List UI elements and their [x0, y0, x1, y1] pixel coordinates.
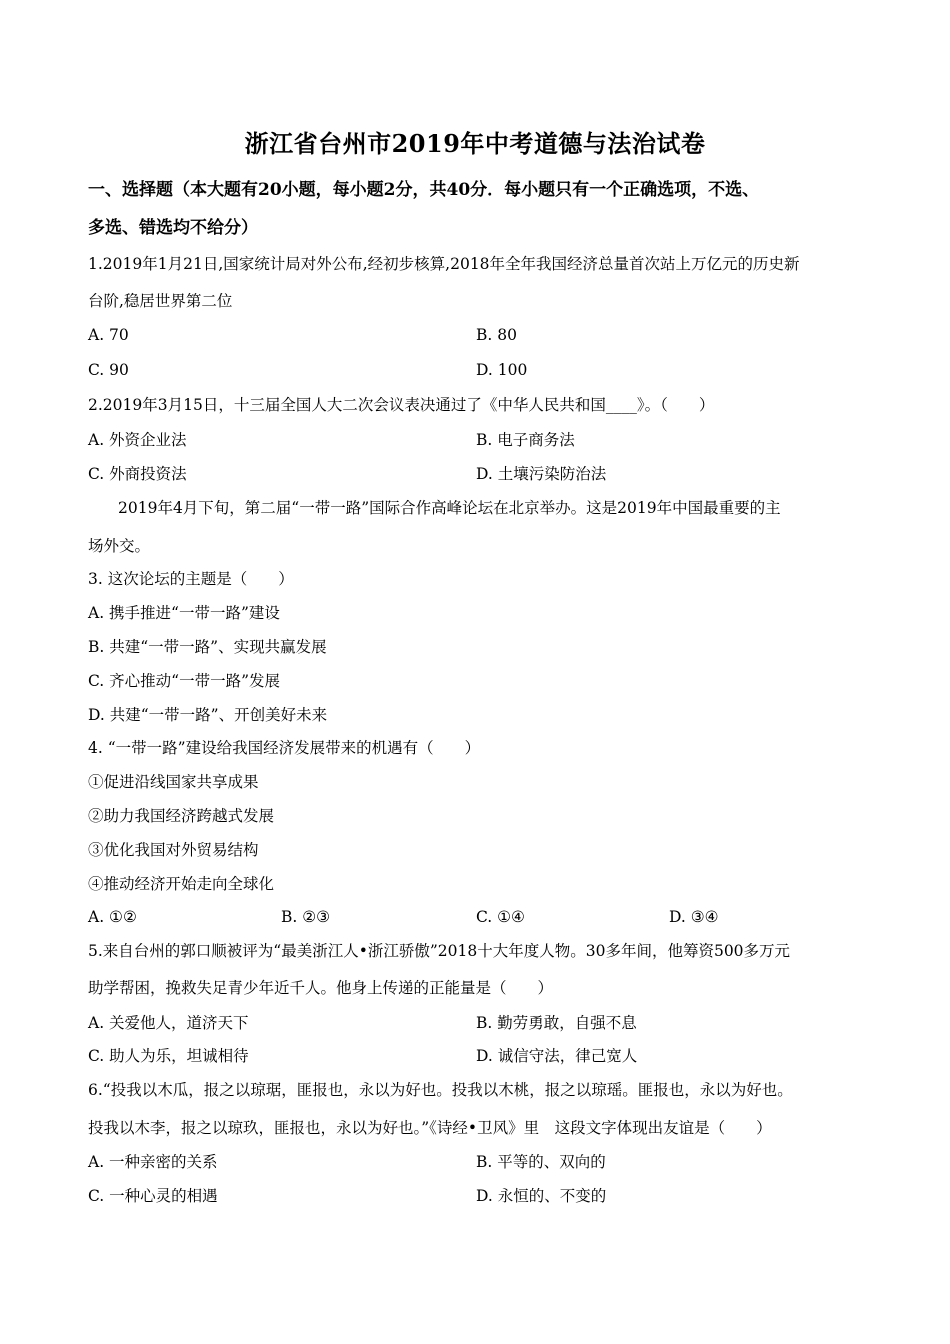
section-heading-line2: 多选、错选均不给分） — [88, 218, 258, 238]
q3-option-d: D. 共建“一带一路”、开创美好未来 — [88, 706, 328, 724]
q2-option-d: D. 土壤污染防治法 — [476, 465, 607, 483]
q1-option-a: A. 70 — [88, 326, 129, 344]
q1-option-c: C. 90 — [88, 361, 129, 379]
q1-option-d: D. 100 — [476, 361, 528, 379]
q4-statement-2: ②助力我国经济跨越式发展 — [88, 807, 275, 825]
q2-option-a: A. 外资企业法 — [88, 431, 187, 449]
q5-option-c: C. 助人为乐，坦诚相待 — [88, 1047, 249, 1065]
q4-option-a: A. ①② — [88, 908, 137, 926]
material-line1: 2019年4月下旬，第二届“一带一路”国际合作高峰论坛在北京举办。这是2019年中国最重要的主 — [118, 499, 781, 517]
material-line2: 场外交。 — [88, 537, 151, 555]
q4-stem: 4. “一带一路”建设给我国经济发展带来的机遇有（ ） — [88, 739, 481, 757]
q6-stem-line1: 6.“投我以木瓜，报之以琼琚，匪报也，永以为好也。投我以木桃，报之以琼瑶。匪报也，永以为好也。 — [88, 1081, 793, 1099]
q5-stem-line2: 助学帮困，挽救失足青少年近千人。他身上传递的正能量是（ ） — [88, 979, 554, 997]
q6-stem-line2: 投我以木李，报之以琼玖，匪报也，永以为好也。”《诗经•卫风》里 这段文字体现出友谊是（ ） — [88, 1119, 772, 1137]
q3-option-c: C. 齐心推动“一带一路”发展 — [88, 672, 281, 690]
q4-option-c: C. ①④ — [476, 908, 525, 926]
q4-option-b: B. ②③ — [281, 908, 331, 926]
q2-option-c: C. 外商投资法 — [88, 465, 187, 483]
q5-option-b: B. 勤劳勇敢，自强不息 — [476, 1014, 637, 1032]
q6-option-d: D. 永恒的、不变的 — [476, 1187, 607, 1205]
q1-stem-line2: 台阶,稳居世界第二位 — [88, 292, 233, 310]
q2-stem: 2.2019年3月15日，十三届全国人大二次会议表决通过了《中华人民共和国____》。（ ） — [88, 396, 715, 414]
q4-option-d: D. ③④ — [669, 908, 719, 926]
q5-option-a: A. 关爱他人，道济天下 — [88, 1014, 249, 1032]
q6-option-a: A. 一种亲密的关系 — [88, 1153, 218, 1171]
q3-option-b: B. 共建“一带一路”、实现共赢发展 — [88, 638, 327, 656]
q4-statement-3: ③优化我国对外贸易结构 — [88, 841, 259, 859]
page-title: 浙江省台州市2019年中考道德与法治试卷 — [244, 129, 706, 158]
q4-statement-1: ①促进沿线国家共享成果 — [88, 773, 259, 791]
q2-option-b: B. 电子商务法 — [476, 431, 575, 449]
q6-option-c: C. 一种心灵的相遇 — [88, 1187, 218, 1205]
q3-option-a: A. 携手推进“一带一路”建设 — [88, 604, 280, 622]
q5-stem-line1: 5.来自台州的郭口顺被评为“最美浙江人•浙江骄傲”2018十大年度人物。30多年间，他筹资500多万元 — [88, 942, 791, 960]
q1-option-b: B. 80 — [476, 326, 517, 344]
q4-statement-4: ④推动经济开始走向全球化 — [88, 875, 275, 893]
q3-stem: 3. 这次论坛的主题是（ ） — [88, 570, 294, 588]
section-heading-line1: 一、选择题（本大题有20小题，每小题2分，共40分．每小题只有一个正确选项，不选、 — [88, 180, 760, 200]
q6-option-b: B. 平等的、双向的 — [476, 1153, 606, 1171]
q1-stem-line1: 1.2019年1月21日,国家统计局对外公布,经初步核算,2018年全年我国经济总量首次站上万亿元的历史新 — [88, 255, 800, 273]
q5-option-d: D. 诚信守法，律己宽人 — [476, 1047, 638, 1065]
